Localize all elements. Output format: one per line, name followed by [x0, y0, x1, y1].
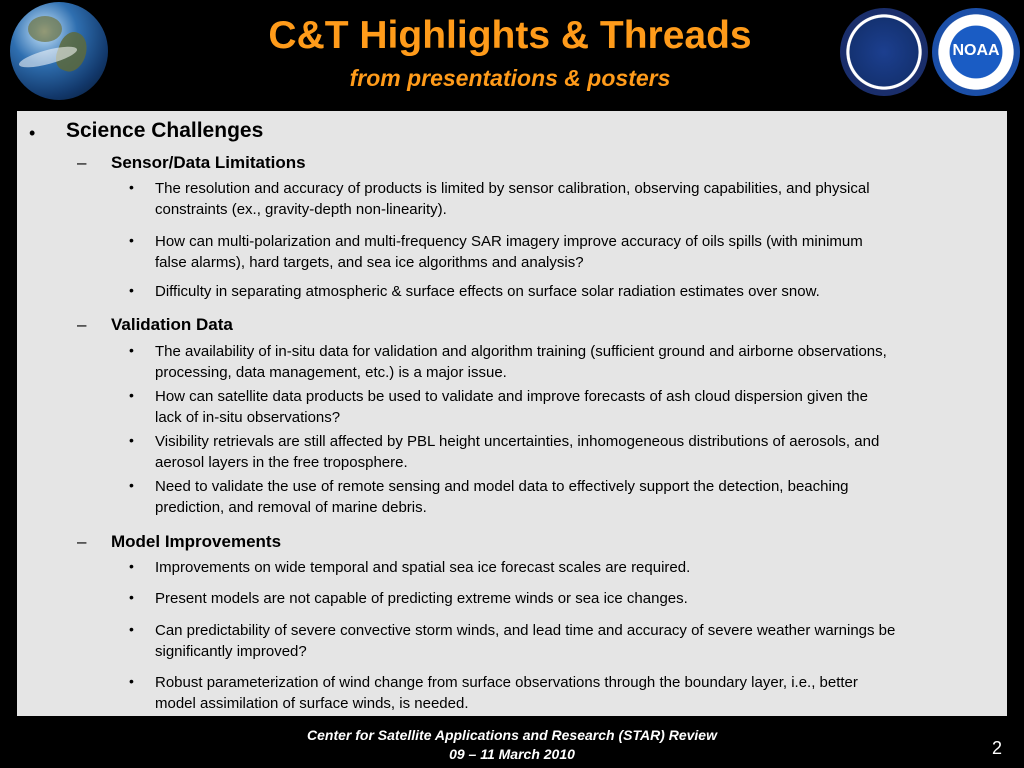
list-item: Visibility retrievals are still affected by PBL height uncertainties, inhomogeneous distributions of aerosols, and aerosol layers in the free troposphere. — [155, 433, 880, 471]
slide-content — [17, 111, 1007, 716]
footer-date: 09 – 11 March 2010 — [449, 746, 575, 762]
footer-title: Center for Satellite Applications and Research (STAR) Review — [307, 727, 717, 743]
list-item: Present models are not capable of predicting extreme winds or sea ice changes. — [155, 590, 688, 607]
bullet-dot-icon: • — [129, 342, 134, 358]
dash-icon: – — [77, 153, 87, 172]
list-item: Need to validate the use of remote sensing and model data to effectively support the detection, beaching prediction, and removal of marine debris. — [155, 478, 849, 516]
list-item: How can satellite data products be used to validate and improve forecasts of ash cloud dispersion given the lack of in-situ observations? — [155, 388, 868, 426]
bullet-dot-icon: • — [129, 673, 134, 689]
bullet-dot-icon: • — [129, 387, 134, 403]
slide-title: C&T Highlights & Threads — [268, 14, 752, 57]
dash-icon: – — [77, 315, 87, 334]
noaa-seal-label: NOAA — [952, 42, 1000, 59]
list-item: How can multi-polarization and multi-frequency SAR imagery improve accuracy of oils spills (with minimum false alarms), hard targets, and sea ice algorithms and analysis? — [155, 233, 863, 271]
list-item: Can predictability of severe convective storm winds, and lead time and accuracy of severe weather warnings be significantly improved? — [155, 622, 896, 660]
slide-footer — [0, 722, 1024, 768]
bullet-dot-icon: • — [129, 179, 134, 195]
bullet-dot-icon: • — [29, 123, 36, 143]
bullet-dot-icon: • — [129, 282, 134, 298]
bullet-dot-icon: • — [129, 621, 134, 637]
list-item: The availability of in-situ data for validation and algorithm training (sufficient ground and airborne observations, processing, data management, etc.) is a major issue. — [155, 343, 887, 381]
slide-header — [0, 0, 1024, 104]
section-heading: Science Challenges — [66, 119, 264, 142]
bullet-dot-icon: • — [129, 477, 134, 493]
subsection-title: Sensor/Data Limitations — [111, 153, 306, 172]
slide-subtitle: from presentations & posters — [349, 65, 671, 91]
bullet-dot-icon: • — [129, 232, 134, 248]
earth-globe-icon — [10, 2, 108, 100]
noaa-seal-icon — [932, 8, 1020, 96]
list-item: The resolution and accuracy of products is limited by sensor calibration, observing capabilities, and physical constraints (ex., gravity-depth non-linearity). — [155, 180, 870, 218]
subsection-title: Validation Data — [111, 315, 233, 334]
subsection-title: Model Improvements — [111, 532, 282, 551]
bullet-dot-icon: • — [129, 432, 134, 448]
bullet-dot-icon: • — [129, 558, 134, 574]
page-number: 2 — [991, 738, 1002, 758]
list-item: Improvements on wide temporal and spatial sea ice forecast scales are required. — [155, 559, 691, 576]
bullet-dot-icon: • — [129, 589, 134, 605]
list-item: Difficulty in separating atmospheric & surface effects on surface solar radiation estimates over snow. — [155, 283, 820, 300]
list-item: Robust parameterization of wind change from surface observations through the boundary layer, i.e., better model assimilation of surface winds, is needed. — [155, 674, 858, 712]
dash-icon: – — [77, 532, 87, 551]
noaa-nesdis-star-seal-icon — [840, 8, 928, 96]
